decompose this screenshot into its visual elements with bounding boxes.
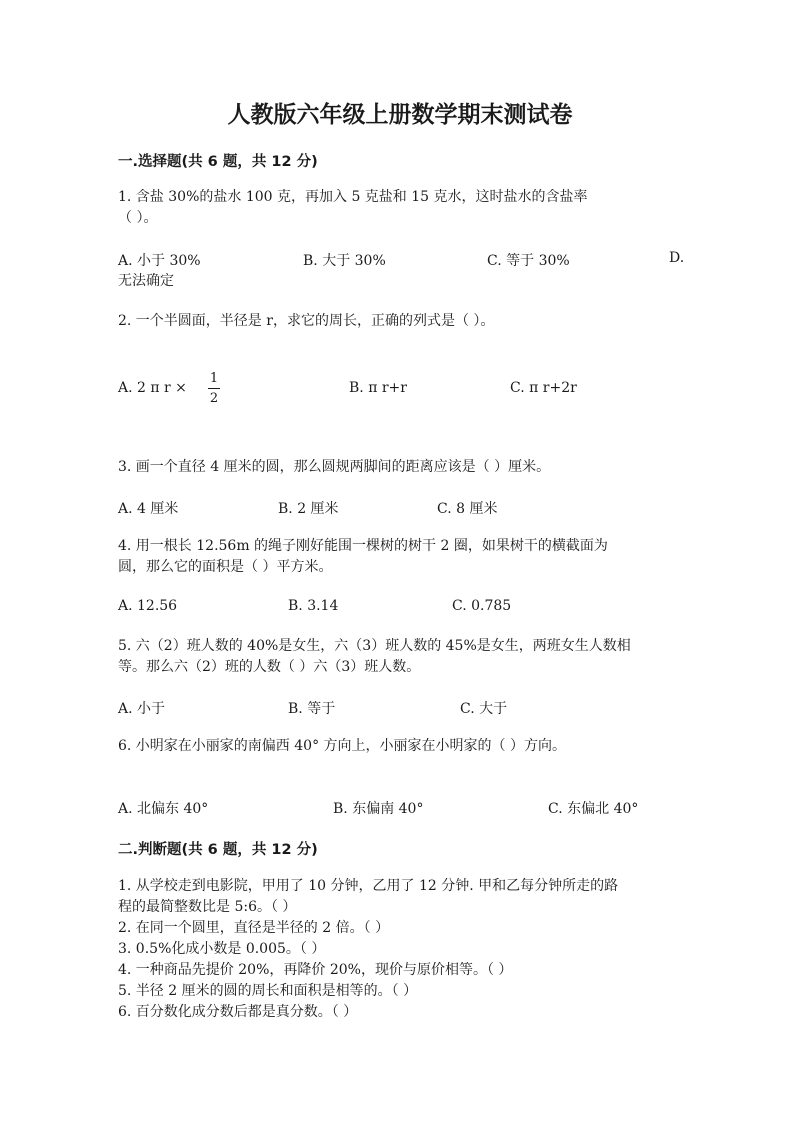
question-2-line-1: 2. 一个半圆面，半径是 r，求它的周长，正确的列式是（ ）。 — [118, 313, 495, 329]
question-1-line-2: （ ）。 — [118, 210, 158, 226]
question-5-option-c: C. 大于 — [460, 701, 508, 717]
fraction-denominator: 2 — [209, 391, 219, 406]
question-2-option-c: C. π r+2r — [510, 380, 577, 396]
question-2-option-a: A. 2 π r × — [118, 380, 187, 396]
question-3-option-c: C. 8 厘米 — [437, 501, 498, 517]
question-6-option-a: A. 北偏东 40° — [118, 801, 209, 817]
question-3-line-1: 3. 画一个直径 4 厘米的圆，那么圆规两脚间的距离应该是（ ）厘米。 — [118, 459, 551, 475]
question-1-option-c: C. 等于 30% — [487, 253, 570, 269]
question-1-option-d-text: 无法确定 — [118, 273, 174, 289]
question-1-line-1: 1. 含盐 30%的盐水 100 克，再加入 5 克盐和 15 克水，这时盐水的含盐率 — [118, 189, 588, 205]
judgement-line-5: 4. 一种商品先提价 20%，再降价 20%，现价与原价相等。（ ） — [118, 962, 513, 978]
judgement-line-7: 6. 百分数化成分数后都是真分数。（ ） — [118, 1004, 358, 1020]
fraction-numerator: 1 — [209, 371, 219, 386]
question-1-option-d: D. — [669, 250, 685, 266]
fraction-bar — [208, 388, 220, 389]
question-6-line-1: 6. 小明家在小丽家的南偏西 40° 方向上，小丽家在小明家的（ ）方向。 — [118, 738, 566, 754]
fraction-one-half — [208, 371, 220, 406]
question-4-option-a: A. 12.56 — [118, 598, 178, 614]
question-3-option-b: B. 2 厘米 — [278, 501, 339, 517]
judgement-line-6: 5. 半径 2 厘米的圆的周长和面积是相等的。（ ） — [118, 983, 418, 999]
question-5-line-1: 5. 六（2）班人数的 40%是女生，六（3）班人数的 45%是女生，两班女生人数相 — [118, 638, 631, 654]
question-5-line-2: 等。那么六（2）班的人数（ ）六（3）班人数。 — [118, 659, 421, 675]
question-1-option-b: B. 大于 30% — [303, 253, 386, 269]
question-1-option-a: A. 小于 30% — [118, 253, 201, 269]
question-4-line-2: 圆，那么它的面积是（ ）平方米。 — [118, 559, 333, 575]
section-heading-choice: 一.选择题(共 6 题，共 12 分) — [118, 154, 318, 170]
question-6-option-b: B. 东偏南 40° — [333, 801, 424, 817]
judgement-line-3: 2. 在同一个圆里，直径是半径的 2 倍。（ ） — [118, 920, 390, 936]
question-6-option-c: C. 东偏北 40° — [548, 801, 639, 817]
question-4-line-1: 4. 用一根长 12.56m 的绳子刚好能围一棵树的树干 2 圈，如果树干的横截面为 — [118, 538, 608, 554]
judgement-line-2: 程的最简整数比是 5:6。（ ） — [118, 899, 297, 915]
question-5-option-a: A. 小于 — [118, 701, 166, 717]
question-5-option-b: B. 等于 — [288, 701, 336, 717]
section-heading-judgement: 二.判断题(共 6 题，共 12 分) — [118, 842, 318, 858]
question-3-option-a: A. 4 厘米 — [118, 501, 179, 517]
question-4-option-c: C. 0.785 — [452, 598, 512, 614]
page-title: 人教版六年级上册数学期末测试卷 — [227, 102, 573, 128]
judgement-line-4: 3. 0.5%化成小数是 0.005。（ ） — [118, 941, 326, 957]
question-2-option-b: B. π r+r — [349, 380, 407, 396]
judgement-line-1: 1. 从学校走到电影院，甲用了 10 分钟，乙用了 12 分钟. 甲和乙每分钟所走的路 — [118, 878, 619, 894]
question-4-option-b: B. 3.14 — [288, 598, 339, 614]
